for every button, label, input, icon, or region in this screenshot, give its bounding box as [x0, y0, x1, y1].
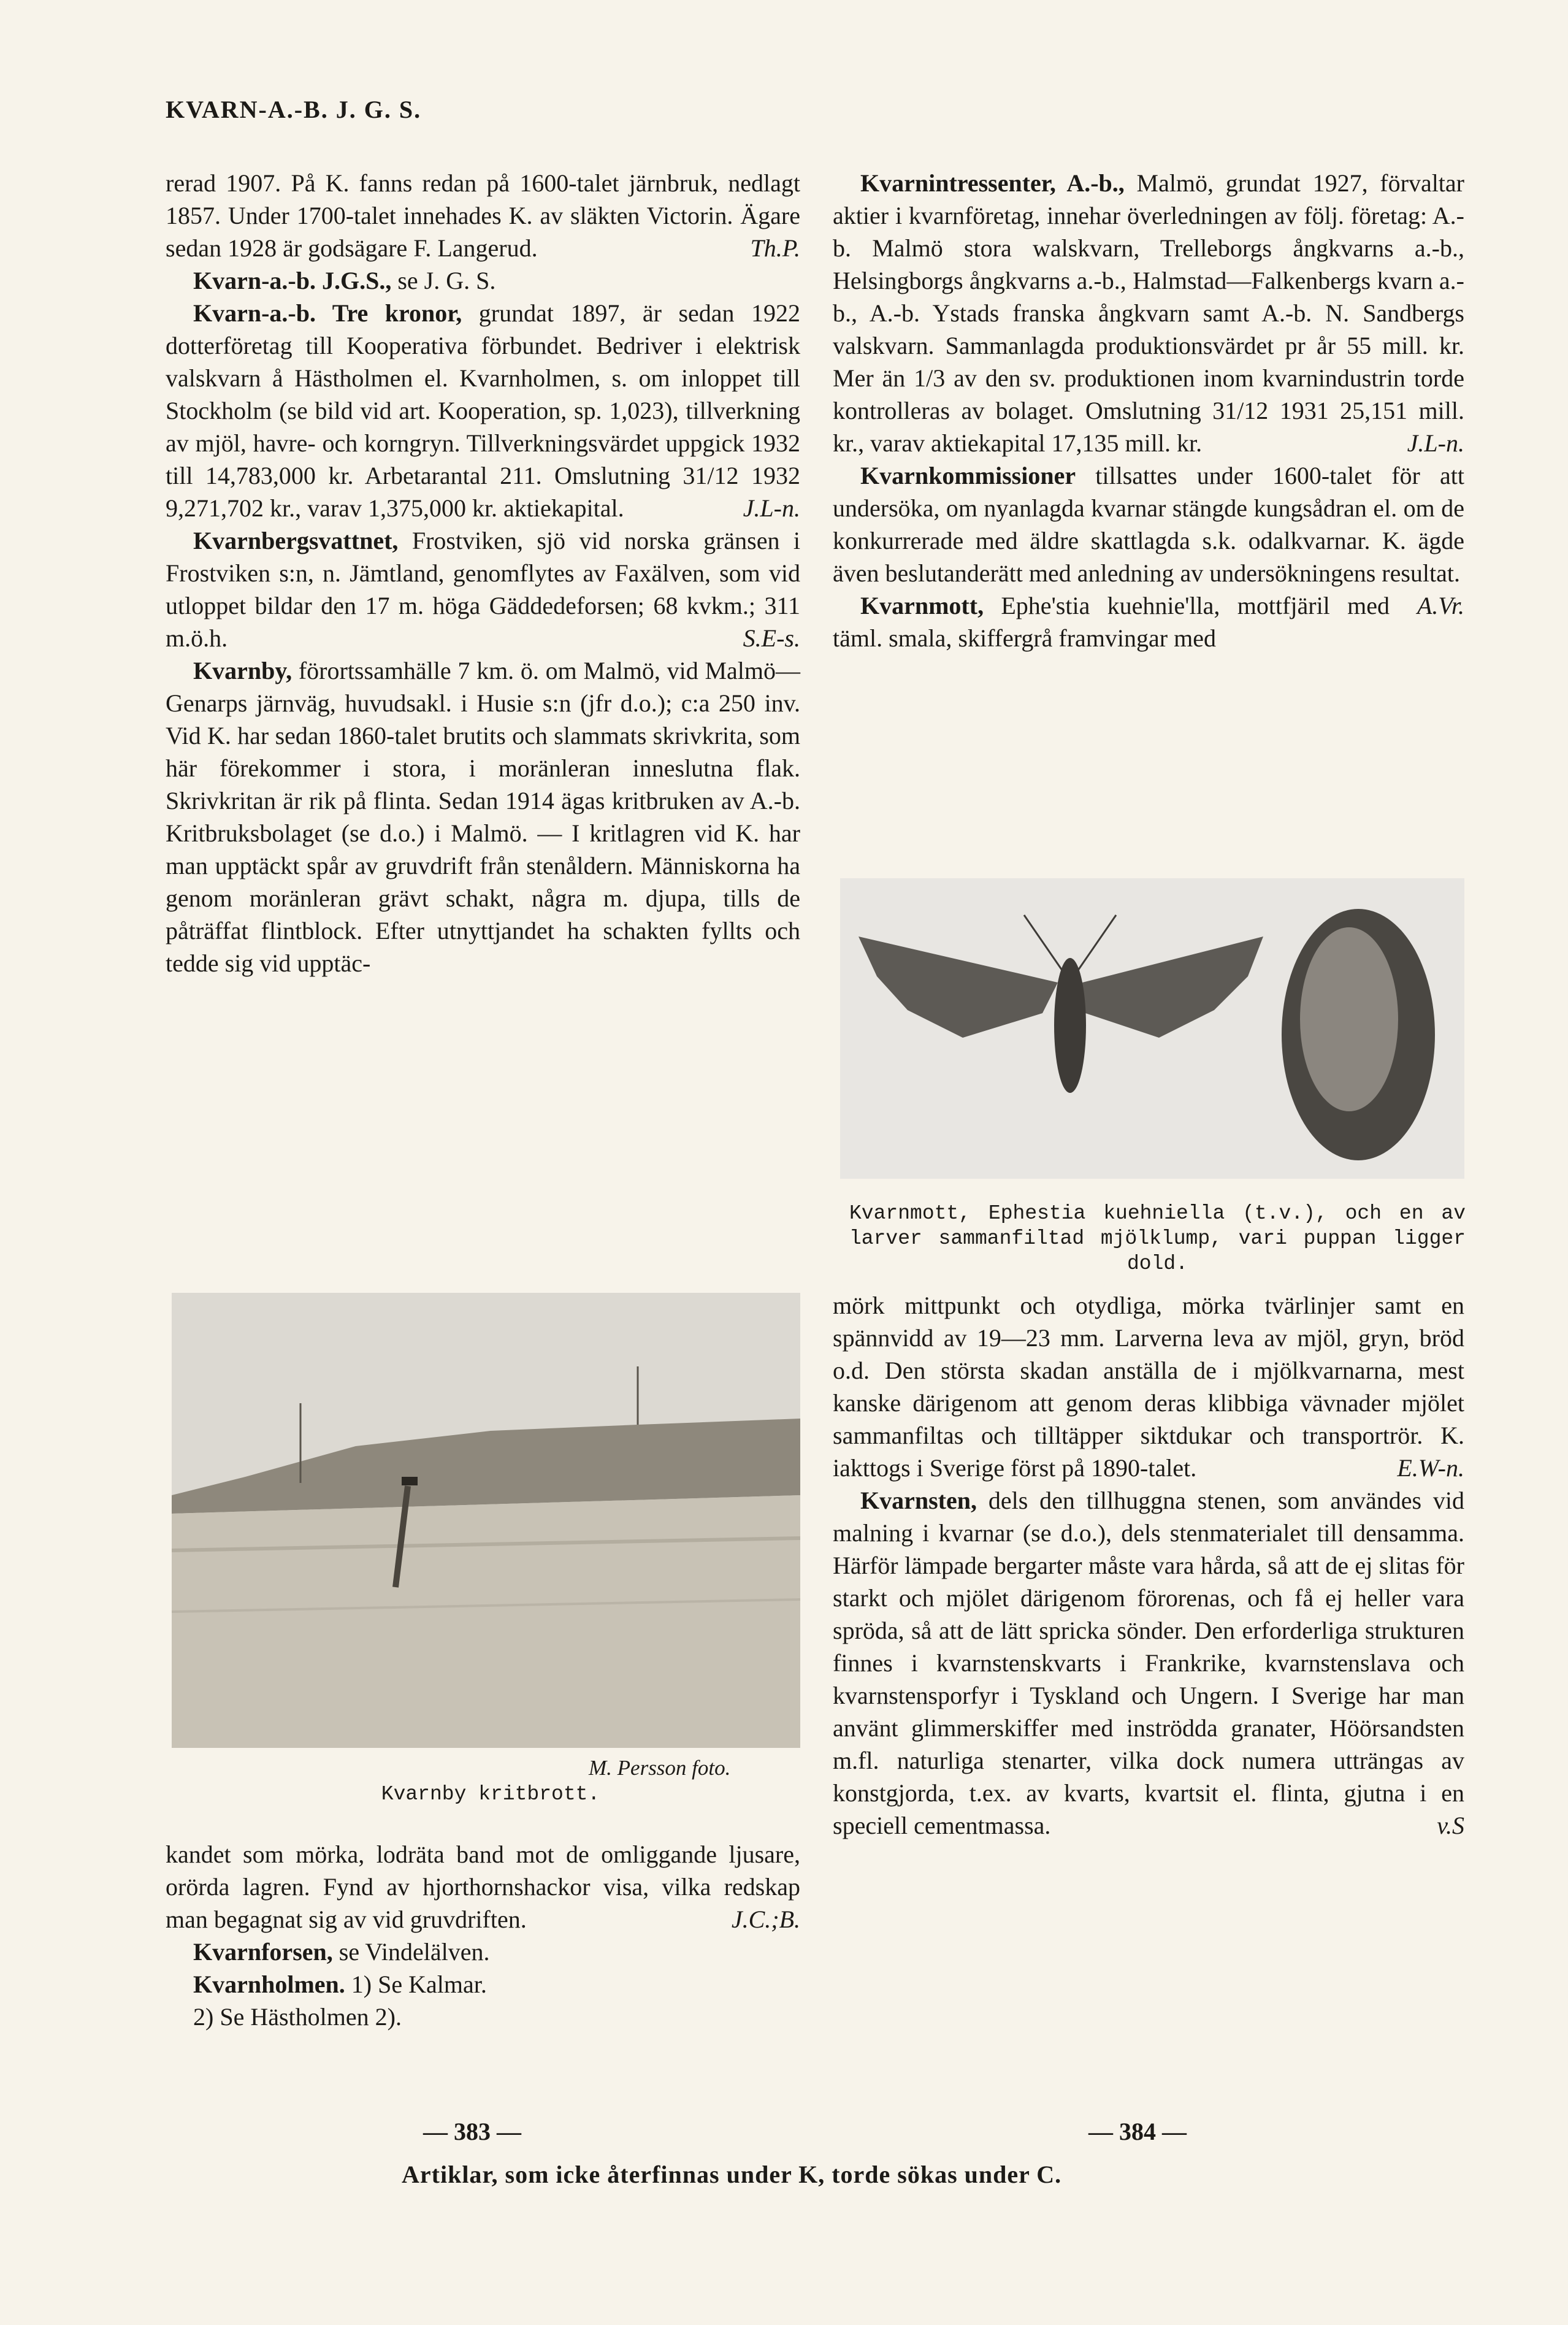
- article-paragraph: [166, 1968, 800, 2001]
- article-paragraph: [833, 589, 1464, 654]
- column-left-top: [166, 167, 800, 979]
- author-signature: E.W-n.: [1397, 1454, 1464, 1482]
- quarry-caption: Kvarnby kritbrott.: [381, 1783, 600, 1806]
- article-paragraph: [166, 297, 800, 524]
- entry-headword: Kvarnforsen,: [193, 1938, 333, 1966]
- author-signature: J.L-n.: [743, 494, 800, 522]
- footer-note: Artiklar, som icke återfinnas under K, torde sökas under C.: [402, 2161, 1062, 2188]
- running-head: KVARN-A.-B. J. G. S.: [166, 96, 422, 123]
- column-left-bottom: [166, 1838, 800, 2033]
- entry-text: tillsattes under 1600-talet för att undersöka, om nyanlagda kvarnar stängde kungsådran el. om de konkurrerade med äldre skattlagda s.k. odalkvarnar. K. ägde även beslutanderätt med anledning av undersökningens resultat.: [833, 462, 1464, 587]
- entry-text: Ephe'stia kuehnie'lla, mottfjäril med täml. smala, skiffergrå framvingar med: [833, 592, 1390, 652]
- entry-headword: Kvarnby,: [193, 657, 293, 684]
- entry-text: se J. G. S.: [391, 267, 496, 294]
- entry-text: 2) Se Hästholmen 2).: [193, 2003, 402, 2031]
- page-number-left: — 383 —: [423, 2118, 521, 2145]
- entry-headword: Kvarnmott,: [860, 592, 984, 619]
- article-paragraph: [166, 654, 800, 979]
- article-paragraph: [166, 2001, 800, 2033]
- entry-headword: Kvarnbergsvattnet,: [193, 527, 399, 554]
- quarry-illustration: [172, 1293, 800, 1748]
- quarry-photo-credit: M. Persson foto.: [589, 1756, 731, 1780]
- page-number-right: — 384 —: [1088, 2118, 1187, 2145]
- entry-headword: Kvarn-a.-b. J.G.S.,: [193, 267, 392, 294]
- entry-text: grundat 1897, är sedan 1922 dotterföretag till Kooperativa förbundet. Bedriver i elektrisk valskvarn å Hästholmen el. Kvarnholmen, s. om inloppet till Stockholm (se bild vid art. Kooperation, sp. 1,023), tillverkning av mjöl, havre- och korngryn. Tillverkningsvärdet uppgick 1932 till 14,783,000 kr. Arbetarantal 211. Omslutning 31/12 1932 9,271,702 kr., varav 1,375,000 kr. aktiekapital.: [166, 299, 800, 522]
- article-paragraph: [166, 264, 800, 297]
- entry-text: 1) Se Kalmar.: [345, 1971, 487, 1998]
- entry-headword: Kvarnkommissioner: [860, 462, 1076, 489]
- entry-text: Malmö, grundat 1927, förvaltar aktier i kvarnföretag, innehar överledningen av följ. företag: A.-b. Malmö stora walskvarn, Trelleborgs ångkvarns a.-b., Helsingborgs ångkvarns a.-b., Halmstad—Falkenbergs kvarn a.-b., A.-b. Ystads franska ångkvarn samt A.-b. N. Sandbergs valskvarn. Sammanlagda produktionsvärdet pr år 55 mill. kr. Mer än 1/3 av den sv. produktionen inom kvarnindustrin torde kontrolleras av bolaget. Omslutning 31/12 1931 25,151 mill. kr., varav aktiekapital 17,135 mill. kr.: [833, 169, 1464, 457]
- moth-and-flour-clump-illustration: [840, 878, 1464, 1179]
- entry-headword: Kvarnsten,: [860, 1487, 977, 1514]
- quarry-photo: [172, 1293, 800, 1748]
- moth-caption: Kvarnmott, Ephestia kuehniella (t.v.), och en av larver sammanfiltad mjölklump, vari puppan ligger dold.: [849, 1202, 1466, 1275]
- entry-text: kandet som mörka, lodräta band mot de omliggande ljusare, orörda lagren. Fynd av hjorthornshackor visa, vilka redskap man begagnat sig av vid gruvdriften.: [166, 1840, 800, 1933]
- entry-text: Frostviken, sjö vid norska gränsen i Frostviken s:n, n. Jämtland, genomflytes av Faxälven, som vid utloppet bildar den 17 m. höga Gäddedeforsen; 68 kvkm.; 311 m.ö.h.: [166, 527, 800, 652]
- entry-headword: Kvarn-a.-b. Tre kronor,: [193, 299, 462, 327]
- author-signature: A.Vr.: [1417, 592, 1464, 619]
- entry-headword: Kvarnholmen.: [193, 1971, 345, 1998]
- article-paragraph: [833, 167, 1464, 459]
- article-paragraph: [833, 1289, 1464, 1484]
- author-signature: Th.P.: [750, 234, 800, 262]
- entry-text: mörk mittpunkt och otydliga, mörka tvärlinjer samt en spännvidd av 19—23 mm. Larverna leva av mjöl, gryn, bröd o.d. Den största skadan anställa de i mjölkvarnarna, mest kanske därigenom att genom deras klibbiga vävnader mjölet sammanfiltas och tilltäpper siktdukar och transportrör. K. iakttogs i Sverige först på 1890-talet.: [833, 1292, 1464, 1482]
- article-paragraph: [166, 1936, 800, 1968]
- article-paragraph: [166, 167, 800, 264]
- article-paragraph: [166, 524, 800, 654]
- entry-text: rerad 1907. På K. fanns redan på 1600-talet järnbruk, nedlagt 1857. Under 1700-talet innehades K. av släkten Victorin. Ägare sedan 1928 är godsägare F. Langerud.: [166, 169, 800, 262]
- entry-headword: Kvarnintressenter, A.-b.,: [860, 169, 1125, 197]
- column-right-bottom: [833, 1289, 1464, 1842]
- entry-text: förortssamhälle 7 km. ö. om Malmö, vid Malmö—Genarps järnväg, huvudsakl. i Husie s:n (jfr d.o.); c:a 250 inv. Vid K. har sedan 1860-talet brutits och slammats skrivkrita, som här förekommer i stora, i moränleran inneslutna flak. Skrivkritan är rik på flinta. Sedan 1914 ägas kritbruken av A.-b. Kritbruksbolaget (se d.o.) i Malmö. — I kritlagren vid K. har man upptäckt spår av gruvdrift från stenåldern. Människorna ha genom moränleran grävt schakt, några m. djupa, tills de påträffat flintblock. Efter utnyttjandet ha schakten fyllts och tedde sig vid upptäc-: [166, 657, 800, 977]
- author-signature: v.S: [1437, 1812, 1464, 1839]
- article-paragraph: [166, 1838, 800, 1936]
- moth-photo: [840, 878, 1464, 1179]
- author-signature: J.L-n.: [1407, 429, 1464, 457]
- entry-text: dels den tillhuggna stenen, som användes vid malning i kvarnar (se d.o.), dels stenmaterialet till densamma. Härför lämpade bergarter måste vara hårda, så att de ej slitas för starkt och mjölet därigenom förorenas, och få ej heller vara spröda, så att de lätt spricka sönder. Den erforderliga strukturen finnes i kvarnstenskvarts i Frankrike, kvarnstenslava och kvarnstensporfyr i Tyskland och Ungern. I Sverige har man använt glimmerskiffer med inströdda granater, Höörsandsten m.fl. naturliga stenarter, vilka dock numera utträngas av konstgjorda, t.ex. av kvarts, kvartsit el. flinta, gjutna i en speciell cementmassa.: [833, 1487, 1464, 1839]
- author-signature: J.C.;B.: [731, 1906, 800, 1933]
- column-right-top: [833, 167, 1464, 654]
- entry-text: se Vindelälven.: [332, 1938, 490, 1966]
- article-paragraph: [833, 1484, 1464, 1842]
- author-signature: S.E-s.: [743, 624, 800, 652]
